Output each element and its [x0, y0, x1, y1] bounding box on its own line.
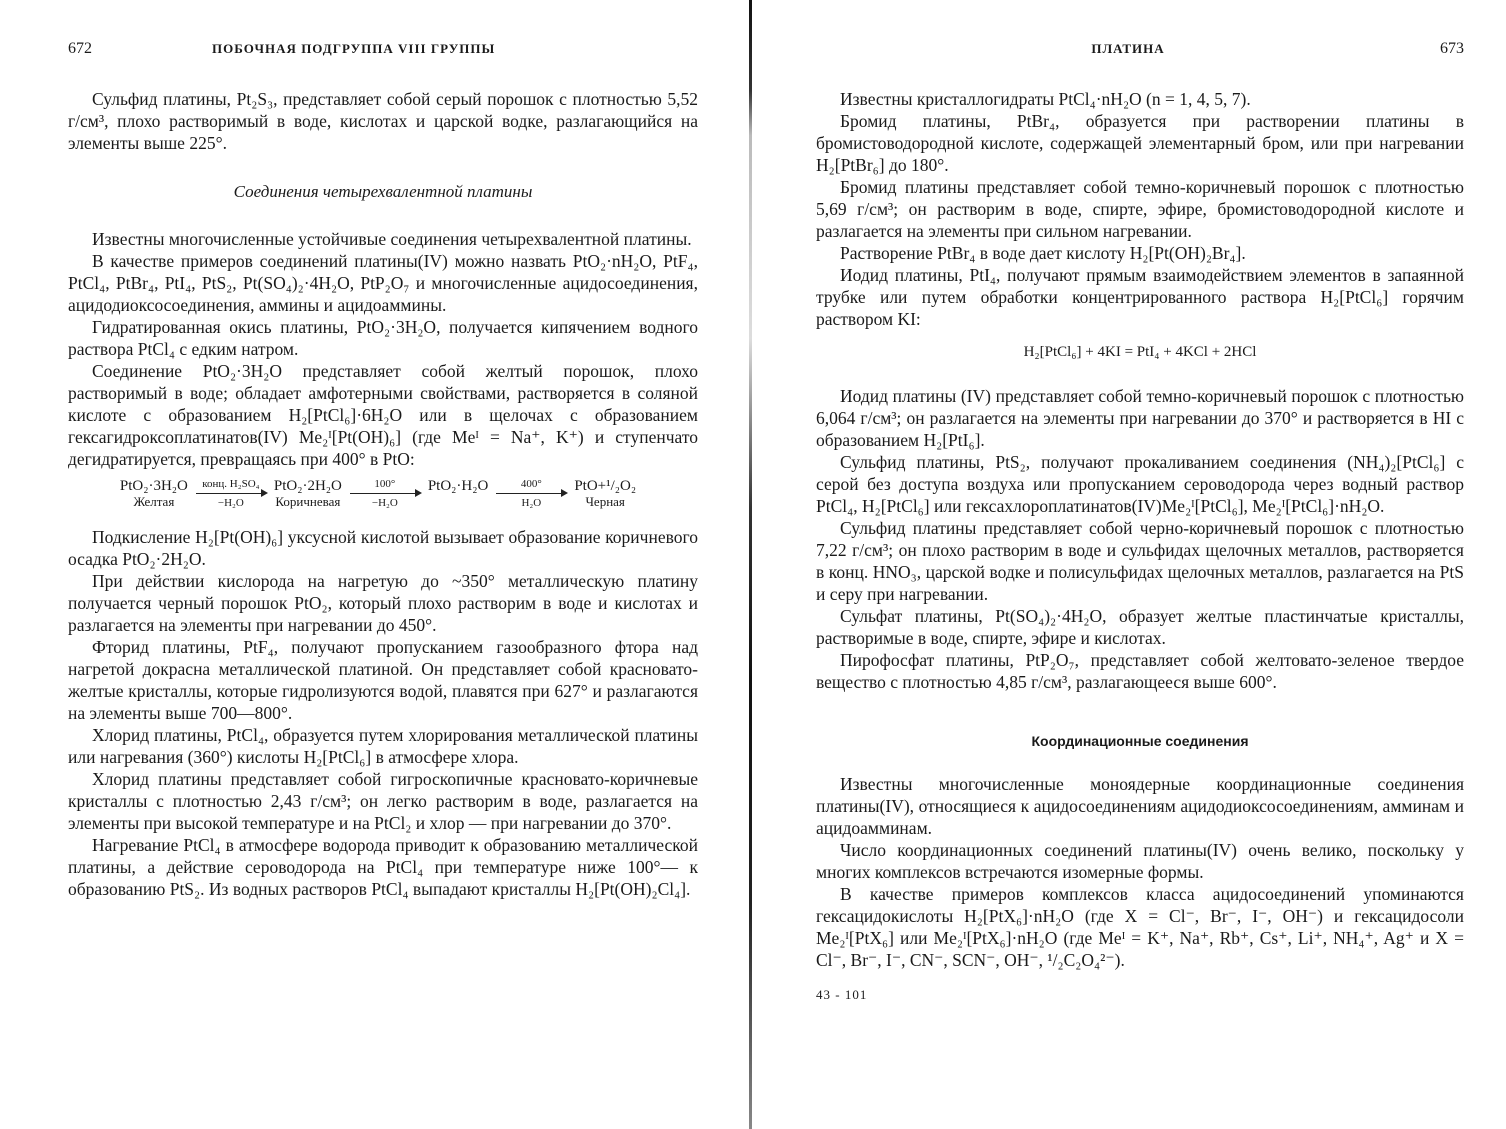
paragraph-hexacido: В качестве примеров комплексов класса ацидосоединений упоминаются гексацидокислоты H₂[PtX₆]·nH₂O (где X = Cl⁻, Br⁻, I⁻, OH⁻) и гексацидосоли Me₂ᴵ[PtX₆] или Me₂ᴵ[PtX₆]·nH₂O (где Meᴵ = K⁺, Na⁺, Rb⁺, Cs⁺, Li⁺, NH₄⁺, Ag⁺ и X = Cl⁻, Br⁻, I⁻, CN⁻, SCN⁻, OH⁻, ¹/₂C₂O₄²⁻).	[816, 884, 1464, 970]
right-running-head	[816, 40, 1464, 58]
paragraph-pto2-properties: Соединение PtO₂·3H₂O представляет собой желтый порошок, плохо растворимый в воде; обладает амфотерными свойствами, растворяется в соляной кислоте с образованием H₂[PtCl₆]·6H₂O или в щелочах с образованием гексагидроксоплатинатов(IV) Me₂ᴵ[Pt(OH)₆] (где Meᴵ = Na⁺, K⁺) и ступенчато дегидратируется, превращаясь при 400° в PtO:	[68, 361, 698, 469]
book-gutter	[742, 0, 762, 1129]
left-page	[0, 0, 740, 1129]
left-page-number: 672	[68, 40, 92, 57]
scheme-species-1: PtO₂·3H₂O Желтая	[119, 478, 188, 509]
paragraph-acidification: Подкисление H₂[Pt(OH)₆] уксусной кислотой вызывает образование коричневого осадка PtO₂·2H₂O.	[68, 527, 698, 569]
scheme-arrow-1: конц. H₂SO₄ −H₂O	[196, 478, 266, 509]
paragraph-fluoride: Фторид платины, PtF₄, получают пропусканием газообразного фтора над нагретой докрасна металлической платиной. Он представляет собой красновато-желтые кристаллы, которые гидролизуются водой, плавятся при 627° и разлагаются на элементы выше 700—800°.	[68, 637, 698, 723]
paragraph-bromide-dissolution: Растворение PtBr₄ в воде дает кислоту H₂[Pt(OH)₂Br₄].	[840, 243, 1246, 263]
paragraph-examples: В качестве примеров соединений платины(IV) можно назвать PtO₂·nH₂O, PtF₄, PtCl₄, PtBr₄, PtI₄, PtS₂, Pt(SO₄)₂·4H₂O, PtP₂O₇ и многочисленные ацидосоединения, ацидодиоксосоединения, аммины и ацидоаммины.	[68, 251, 698, 315]
dehydration-scheme	[58, 478, 698, 510]
scheme-arrow-2: 100° −H₂O	[350, 478, 420, 509]
right-running-title: ПЛАТИНА	[1091, 41, 1165, 56]
left-running-title: ПОБОЧНАЯ ПОДГРУППА VIII ГРУППЫ	[212, 41, 496, 56]
section-title-coordination: Координационные соединения	[1031, 733, 1249, 749]
paragraph-chloride-properties: Хлорид платины представляет собой гигроскопичные красновато-коричневые кристаллы с плотностью 2,43 г/см³; он легко растворим в воде, разлагается на элементы при высокой температуре и на PtCl₂ и хлор — при нагревании до 370°.	[68, 769, 698, 833]
paragraph-chloride-reduction: Нагревание PtCl₄ в атмосфере водорода приводит к образованию металлической платины, а действие сероводорода на PtCl₄ при температуре ниже 100°— к образованию PtS₂. Из водных растворов PtCl₄ выпадают кристаллы H₂[Pt(OH)₂Cl₄].	[68, 835, 698, 899]
paragraph-sulfate: Сульфат платины, Pt(SO₄)₂·4H₂O, образует желтые пластинчатые кристаллы, растворимые в воде, спирте, эфире и кислотах.	[816, 606, 1464, 648]
right-page-number: 673	[1440, 40, 1464, 57]
paragraph-bromide: Бромид платины, PtBr₄, образуется при растворении платины в бромистоводородной кислоте, содержащей элементарный бром, или при нагревании H₂[PtBr₆] до 180°.	[816, 111, 1464, 175]
scheme-label-brown: Коричневая	[275, 494, 341, 509]
paragraph-iodide: Иодид платины, PtI₄, получают прямым взаимодействием элементов в запаянной трубке или путем обработки концентрированного раствора H₂[PtCl₆] горячим раствором KI:	[816, 265, 1464, 329]
paragraph-oxygen-action: При действии кислорода на нагретую до ~350° металлическую платину получается черный порошок PtO₂, который плохо растворим в воде и кислотах и разлагается на элементы при нагревании до 450°.	[68, 571, 698, 635]
iodide-equation: H₂[PtCl₆] + 4KI = PtI₄ + 4KCl + 2HCl	[1023, 344, 1257, 360]
left-running-head	[68, 40, 698, 58]
paragraph-sulfide-pts2: Сульфид платины, PtS₂, получают прокаливанием соединения (NH₄)₂[PtCl₆] с серой без доступа воздуха или пропусканием сероводорода через водный раствор PtCl₄, H₂[PtCl₆] или гексахлороплатинатов(IV)Me₂ᴵ[PtCl₆], Me₂ᴵ[PtCl₆]·nH₂O.	[816, 452, 1464, 516]
paragraph-chloride: Хлорид платины, PtCl₄, образуется путем хлорирования металлической платины или нагревания (360°) кислоты H₂[PtCl₆] в атмосфере хлора.	[68, 725, 698, 767]
paragraph-sulfide-pt2s3: Сульфид платины, Pt₂S₃, представляет собой серый порошок с плотностью 5,52 г/см³, плохо растворимый в воде, кислотах и царской водке, разлагающийся на элементы выше 225°.	[68, 89, 698, 153]
paragraph-crystal-hydrates: Известны кристаллогидраты PtCl₄·nH₂O (n = 1, 4, 5, 7).	[840, 89, 1251, 109]
paragraph-isomers: Число координационных соединений платины(IV) очень велико, поскольку у многих комплексов встречаются изомерные формы.	[816, 840, 1464, 882]
paragraph-hydrated-oxide: Гидратированная окись платины, PtO₂·3H₂O, получается кипячением водного раствора PtCl₄ с едким натром.	[68, 317, 698, 359]
scheme-species-3: PtO₂·H₂O	[427, 478, 489, 494]
paragraph-sulfide-properties: Сульфид платины представляет собой черно-коричневый порошок с плотностью 7,22 г/см³; он плохо растворим в воде и сульфидах щелочных металлов, растворяется в конц. HNO₃, царской водке и полисульфидах щелочных металлов, разлагается на PtS и серу при нагревании.	[816, 518, 1464, 604]
scheme-arrow-3: 400° H₂O	[496, 478, 566, 509]
gutter-shadow	[749, 0, 752, 1129]
paragraph-pyrophosphate: Пирофосфат платины, PtP₂O₇, представляет собой желтовато-зеленое твердое вещество с плотностью 4,85 г/см³, разлагающееся выше 600°.	[816, 650, 1464, 692]
signature-code: 43 - 101	[816, 987, 868, 1002]
paragraph-iodide-properties: Иодид платины (IV) представляет собой темно-коричневый порошок с плотностью 6,064 г/см³; он разлагается на элементы при нагревании до 370° и растворяется в HI с образованием H₂[PtI₆].	[816, 386, 1464, 450]
paragraph-bromide-properties: Бромид платины представляет собой темно-коричневый порошок с плотностью 5,69 г/см³; он растворим в воде, спирте, эфире, бромистоводородной кислоте и разлагается на элементы при сильном нагревании.	[816, 177, 1464, 241]
paragraph-coordination-intro: Известны многочисленные моноядерные координационные соединения платины(IV), относящиеся к ацидосоединениям ацидодиоксосоединениям, амминам и ацидоамминам.	[816, 774, 1464, 838]
section-title-tetravalent: Соединения четырехвалентной платины	[233, 182, 533, 201]
scheme-label-black: Черная	[585, 494, 625, 509]
scheme-label-yellow: Желтая	[133, 494, 175, 509]
paragraph-intro: Известны многочисленные устойчивые соединения четырехвалентной платины.	[92, 229, 692, 249]
scheme-species-4: PtO+¹/₂O₂ Черная	[574, 478, 637, 509]
right-page	[768, 0, 1506, 1129]
scheme-species-2: PtO₂·2H₂O Коричневая	[273, 478, 342, 509]
